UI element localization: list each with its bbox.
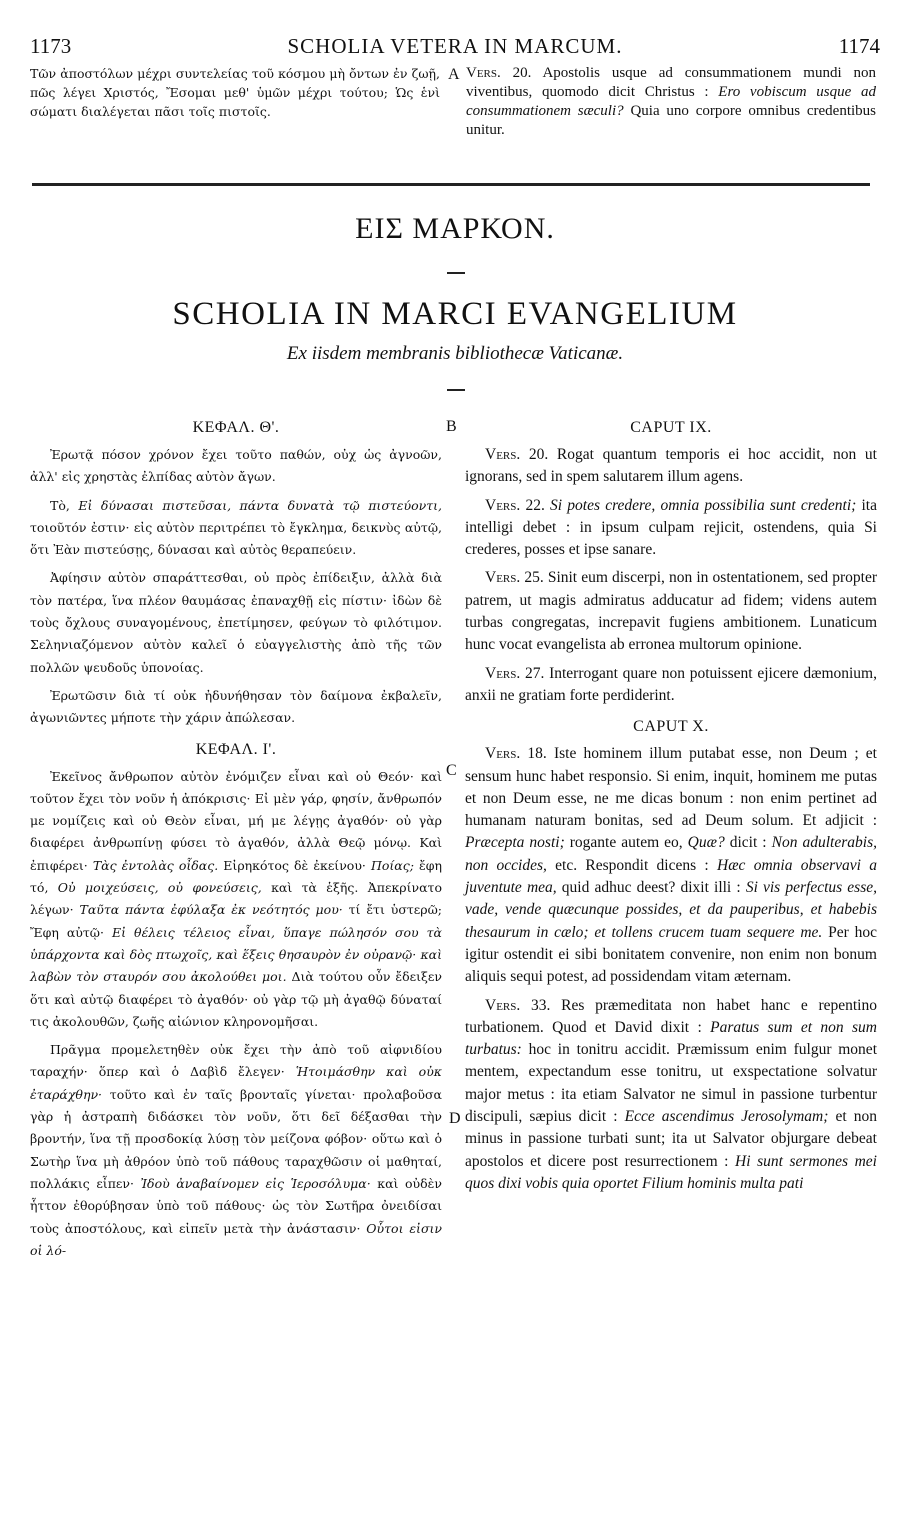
- greek-paragraph: Ἀφίησιν αὐτὸν σπαράττεσθαι, οὐ πρὸς ἐπίδειξιν, ἀλλὰ διὰ τὸν πατέρα, ἵνα πλέον θαυμάσας ἐπαναχθῇ εἰς πίστιν· ἰδὼν δὲ τοὺς ὄχλους συναγομένους, ἐπετίμησεν, φεύγων τὸ φιλότιμον. Σεληνιαζόμενον αὐτὸν καλεῖ ὁ εὐαγγελιστὴς ἀπὸ τῆς τῶν πολλῶν ψευδοῦς ὑπονοίας.: [30, 570, 442, 675]
- subtitle: Ex iisdem membranis bibliothecæ Vaticanæ.: [286, 343, 624, 364]
- greek-column: [30, 414, 442, 1268]
- greek-paragraph: Ἐρωτῶσιν διὰ τί οὐκ ἠδυνήθησαν τὸν δαίμονα ἐκβαλεῖν, ἀγωνιῶντες μήποτε τὴν χάριν ἀπώλεσαν.: [30, 687, 442, 726]
- margin-marker-b: B: [446, 418, 457, 435]
- chapter-heading: ΚΕΦΑΛ. Ι'.: [195, 740, 277, 758]
- verse-ref: Vers. 20.: [466, 65, 532, 81]
- running-header: [30, 34, 880, 60]
- title-dash: [447, 272, 465, 274]
- latin-paragraph: Vers. 33. Res præmeditata non habet hanc e repentino turbationem. Quod et David dixit : Paratus sum et non sum turbatus: hoc in tonitru accidit. Præmissum enim fulgur monet mentem, expectandum esse tonitru, ut exspectatione solvatur major metus : ita etiam Salvator ne simul in passione turbentur discipuli, sæpius dicit : Ecce ascendimus Jerosolymam; et non minus in passione turbati sunt; ita ut Salvator objurgare debeat apostolos et dicere post resurrectionem : Hi sunt sermones mei quos dixi vobis quia oportet Filium hominis multa pati: [465, 996, 877, 1192]
- latin-paragraph: Vers. 27. Interrogant quare non potuissent ejicere dæmonium, anxii ne gratiam forte perdiderint.: [465, 664, 877, 704]
- latin-paragraph: Vers. 25. Sinit eum discerpi, non in ostentationem, sed propter patrem, ut magis admiratus adducatur ad fidem; videns autem turbas congregatas, increpavit fugiens ambitionem. Lunaticum hunc vocat evangelista ab erronea multorum opinione.: [465, 569, 877, 654]
- running-title: SCHOLIA VETERA IN MARCUM.: [287, 34, 623, 58]
- greek-paragraph: Ἐρωτᾷ πόσον χρόνον ἔχει τοῦτο παθών, οὐχ ὡς ἀγνοῶν, ἀλλ' εἰς χρηστὰς ἐλπίδας αὐτὸν ἄγων.: [30, 447, 442, 485]
- top-latin-fragment: [466, 64, 876, 140]
- chapter-heading: CAPUT X.: [633, 718, 709, 736]
- margin-marker-a: A: [448, 66, 460, 83]
- page-number-left: 1173: [30, 34, 72, 58]
- latin-text: Quia uno corpore omnibus credentibus unitur.: [466, 103, 876, 138]
- latin-paragraph: Vers. 18. Iste hominem illum putabat esse, non Deum ; et sensum hunc habet responsio. Si enim, inquit, hominem me putas et non Deum esse, ne me dicas bonum : non enim pertinet ad humanam naturam bonitas, sed ad Deum solum. Et adjicit : Præcepta nosti; rogante autem eo, Quæ? dicit : Non adulterabis, non occides, etc. Respondit dicens : Hæc omnia observavi a juventute mea, quid adhuc deest? dixit illi : Si vis perfectus esse, vade, vende quæcunque possides, et da pauperibus, et habebis thesaurum in cælo; et tollens crucem tuam sequere me. Per hoc igitur ostendit ei sibi bonitatem convenire, non enim non bonum aliquis sequi potest, ad possidendam vitam æternam.: [465, 745, 878, 986]
- margin-marker-d: D: [449, 1110, 461, 1127]
- latin-title: SCHOLIA IN MARCI EVANGELIUM: [172, 296, 738, 332]
- latin-quote: Ero vobiscum usque ad consummationem sæculi?: [466, 84, 876, 119]
- latin-column: [465, 414, 877, 1201]
- latin-paragraph: Vers. 20. Rogat quantum temporis ei hoc accidit, non ut ignorans, sed in spem salutarem illum agens.: [465, 446, 877, 486]
- greek-paragraph: Τὸ, Εἰ δύνασαι πιστεῦσαι, πάντα δυνατὰ τῷ πιστεύοντι, τοιοῦτόν ἐστιν· εἰς αὐτὸν περιτρέπει τὸ ἔγκλημα, δεικνὺς αὐτῷ, ὅτι Ἐὰν πιστεύσῃς, δύνασαι καὶ αὐτὸς θεραπεύειν.: [30, 497, 443, 558]
- greek-paragraph: Πρᾶγμα προμελετηθὲν οὐκ ἔχει τὴν ἀπὸ τοῦ αἰφνιδίου ταραχήν· ὅπερ καὶ ὁ Δαβὶδ ἔλεγεν· Ἡτοιμάσθην καὶ οὐκ ἐταράχθην· τοῦτο καὶ ἐν ταῖς βρονταῖς γίνεται· προλαβοῦσα γὰρ ἡ ἀστραπὴ διδάσκει τὸν νοῦν, ὅτι δεῖ δέξασθαι τὴν βροντήν, ἵνα τῇ προσδοκίᾳ λύσῃ τὸν μείζονα φόβον· οὕτω καὶ ὁ Σωτὴρ ἵνα μὴ ἀθρόον ὑπὸ τοῦ πάθους ταραχθῶσιν οἱ μαθηταί, πολλάκις εἶπεν· Ἰδοὺ ἀναβαίνομεν εἰς Ἱεροσόλυμα· καὶ οὐδὲν ἧττον ἐθορύβησαν ὑπὸ τοῦ πάθους· ὡς τὸν Σωτῆρα ὀνειδίσαι τοὺς ἀποστόλους, καὶ εἰπεῖν μετὰ τὴν ἀνάστασιν· Οὗτοι εἰσιν οἱ λό-: [30, 1042, 442, 1258]
- page-number-right: 1174: [838, 34, 880, 58]
- top-greek-fragment: Τῶν ἀποστόλων μέχρι συντελείας τοῦ κόσμου μὴ ὄντων ἐν ζωῇ, πῶς λέγει Χριστός, Ἔσομαι μεθ' ὑμῶν μέχρι τούτου; Ὡς ἑνὶ σώματι διαλέγεται πᾶσι τοῖς πιστοῖς.: [30, 66, 440, 119]
- latin-text: Apostolis usque ad consummationem mundi non viventibus, quomodo dicit Christus :: [466, 65, 876, 100]
- chapter-heading: CAPUT IX.: [630, 419, 712, 436]
- title-dash: [447, 389, 465, 391]
- chapter-heading: ΚΕΦΑΛ. Θ'.: [192, 419, 280, 436]
- section-rule: [32, 183, 870, 186]
- greek-paragraph: Ἐκεῖνος ἄνθρωπον αὐτὸν ἐνόμιζεν εἶναι καὶ οὐ Θεόν· καὶ τοῦτον ἔχει τὸν νοῦν ἡ ἀπόκρισις· Εἰ μὲν γάρ, φησίν, ἄνθρωπόν με νομίζεις καὶ οὐ Θεὸν εἶναι, μή με λέγῃς ἀγαθόν· οὐ γὰρ διαφέρει ἀνθρωπίνῃ φύσει τὸ ἀγαθόν, ἀλλὰ Θεῷ μόνῳ. Καὶ ἐπιφέρει· Τὰς ἐντολὰς οἶδας. Εἰρηκότος δὲ ἐκείνου· Ποίας; ἔφη τό, Οὐ μοιχεύσεις, οὐ φονεύσεις, καὶ τὰ ἑξῆς. Ἀπεκρίνατο λέγων· Ταῦτα πάντα ἐφύλαξα ἐκ νεότητός μου· τί ἔτι ὑστερῶ; Ἔφη αὐτῷ· Εἰ θέλεις τέλειος εἶναι, ὕπαγε πώλησόν σου τὰ ὑπάρχοντα καὶ δὸς πτωχοῖς, καὶ ἕξεις θησαυρὸν ἐν οὐρανῷ· καὶ λαβὼν τὸν σταυρόν σου ἀκολούθει μοι. Διὰ τούτου οὖν ἔδειξεν ὅτι καὶ αὐτῷ διαφέρει τὸ ἀγαθόν· οὐ γὰρ τῷ μὴ ἀγαθῷ δύναταί τις ἀκολουθῶν, ζωῆς αἰώνιον κληρονομῆσαι.: [30, 768, 443, 1029]
- margin-marker-c: C: [446, 762, 457, 779]
- latin-paragraph: Vers. 22. Si potes credere, omnia possibilia sunt credenti; ita intelligi debet : in ipsum culpam rejicit, ostendens, quia Si crederes, posses et ipse sanare.: [465, 496, 877, 559]
- greek-title: ΕΙΣ ΜΑΡΚΟΝ.: [355, 212, 555, 245]
